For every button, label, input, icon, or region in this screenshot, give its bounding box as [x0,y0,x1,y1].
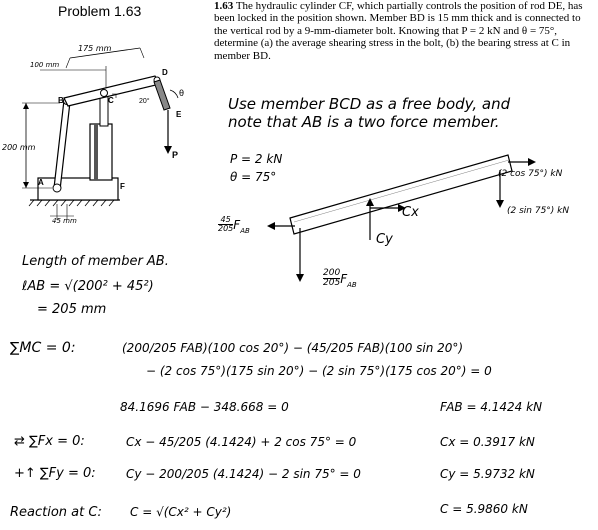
point-f-label: F [120,182,125,191]
force-left-label [218,214,250,235]
force-left-sym: F [233,218,241,232]
result-cy: Cy = 5.9732 kN [440,467,535,481]
fbd-intro-line2: note that AB is a two force member. [228,113,500,131]
result-fab: FAB = 4.1424 kN [440,400,543,414]
force-left-num: 45 [218,216,233,225]
reaction-eq: C = √(Cx² + Cy²) [130,505,232,519]
dim-200-label: 200 mm [2,143,36,152]
cx-label: Cx [402,205,419,220]
angle-20-label: 20° [139,98,150,105]
force-bottom-sym: F [340,272,348,286]
moment-line1: (200/205 FAB)(100 cos 20°) − (45/205 FAB)(100 sin 20°) [122,341,464,355]
result-cx: Cx = 0.3917 kN [440,435,535,449]
length-ab-result: = 205 mm [37,302,107,317]
moment-line2: − (2 cos 75°)(175 sin 20°) − (2 sin 75°)(175 cos 20°) = 0 [146,364,492,378]
point-e-label: E [176,110,182,119]
cy-label: Cy [376,232,393,247]
dim-175-label: 175 mm [78,44,112,53]
point-d-label: D [162,68,168,77]
force-bottom-num: 200 [323,268,341,278]
dim-45-label: 45 mm [52,217,77,225]
sum-fy-label: +↑ ∑Fy = 0: [14,466,96,481]
problem-statement [214,0,596,62]
force-bottom-sub: AB [347,281,357,290]
force-right-vertical-label: (2 sin 75°) kN [507,206,570,216]
sum-fy-eq: Cy − 200/205 (4.1424) − 2 sin 75° = 0 [126,467,361,481]
point-a-label: A [38,178,44,187]
dim-100-label: 100 mm [30,61,60,69]
problem-number: 1.63 [214,0,234,12]
length-ab-formula: ℓAB = √(200² + 45²) [22,279,154,294]
load-p-label: P [172,150,179,160]
force-bottom-den: 205 [323,278,341,288]
given-theta: θ = 75° [230,170,277,184]
point-b-label: B [58,96,64,105]
force-bottom-label [323,268,357,289]
result-c: C = 5.9860 kN [440,502,528,516]
given-p: P = 2 kN [230,152,283,166]
sum-fx-label: ⇄ ∑Fx = 0: [14,434,85,449]
length-ab-title: Length of member AB. [22,254,169,269]
problem-title: Problem 1.63 [58,3,142,19]
force-left-sub: AB [240,227,250,236]
reaction-label: Reaction at C: [10,505,102,520]
fbd-intro-line1: Use member BCD as a free body, and [228,95,511,113]
force-left-den: 205 [218,224,234,233]
sum-fx-eq: Cx − 45/205 (4.1424) + 2 cos 75° = 0 [126,435,357,449]
point-c-label: C [108,96,114,105]
force-right-horizontal-label: (2 cos 75°) kN [498,169,563,179]
problem-text: The hydraulic cylinder CF, which partially controls the position of rod DE, has been locked in the position shown. Member BD is 15 mm thick and is connected to the vertical rod by a 9-mm-diameter bolt. Knowing that P = 2 kN and θ = 75°, determine (a) the average shearing stress in the bolt, (b) the bearing stress at C in member BD. [214,0,583,62]
moment-label: ∑MC = 0: [10,340,76,356]
theta-label: θ [179,88,185,98]
moment-simplified: 84.1696 FAB − 348.668 = 0 [120,400,289,414]
